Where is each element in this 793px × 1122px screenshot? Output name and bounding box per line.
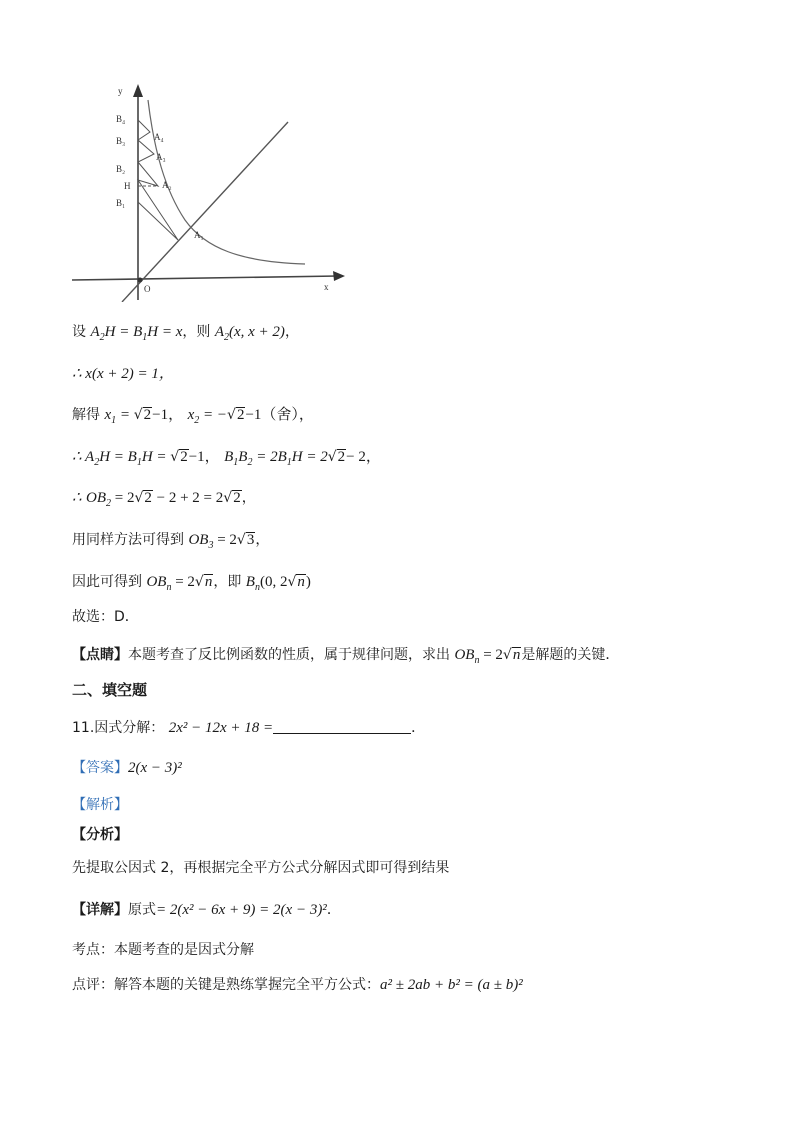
origin-point <box>138 278 143 283</box>
line-y-equals-x <box>122 122 288 302</box>
question-11: 11.因式分解： 2x² − 12x + 18 = ． <box>72 720 426 736</box>
solution-line-9: 【点睛】本题考查了反比例函数的性质，属于规律问题，求出 $OB_n = 2√n$是解题的关键． <box>72 647 620 666</box>
solution-line-5: ∴ $OB_2 = 2√2 - 2 + 2 = 2√2$， <box>72 490 256 509</box>
label-a2: A₂ <box>162 180 172 190</box>
solution-line-8: 故选：D． <box>72 609 139 625</box>
detail-line: 【详解】原式= 2(x² − 6x + 9) = 2(x − 3)²． <box>72 902 341 918</box>
analysis-tag: 【解析】 <box>72 797 128 813</box>
label-h: H <box>124 181 131 191</box>
x-axis-arrow-icon <box>333 271 345 281</box>
answer-blank[interactable] <box>273 719 411 734</box>
solution-line-1: 设 $A_2H = B_1H = x$，则 $A_2(x$, x + 2)， <box>72 324 299 343</box>
fenxi-tag: 【分析】 <box>72 827 128 843</box>
label-b2: B₂ <box>116 164 126 174</box>
y-axis-arrow-icon <box>133 84 143 97</box>
kaodian-line: 考点：本题考查的是因式分解 <box>72 942 254 958</box>
answer-tag: 【答案】 <box>72 760 128 776</box>
label-b3: B₃ <box>116 136 126 146</box>
label-b4: B₄ <box>116 114 126 124</box>
fenxi-text: 先提取公因式 2，再根据完全平方公式分解因式即可得到结果 <box>72 860 450 876</box>
dianping-line: 点评：解答本题的关键是熟练掌握完全平方公式：a² ± 2ab + b² = (a ± b)² <box>72 977 523 993</box>
solution-line-3: 解得 $x_1 = √2-1$， $x_2 = -√2-1$（舍）， <box>72 407 314 426</box>
answer-line: 【答案】2(x − 3)² <box>72 760 182 776</box>
solution-line-6: 用同样方法可得到 $OB_3 = 2√3$， <box>72 532 270 551</box>
label-a4: A₄ <box>154 132 164 142</box>
y-axis-label: y <box>118 86 123 96</box>
label-a1: A₁ <box>194 230 204 240</box>
label-b1: B₁ <box>116 198 126 208</box>
origin-label: O <box>144 284 151 294</box>
solution-line-4: ∴ $A_2H = B_1H = √2-1$， $B_1B_2 = 2B_1H = 2√2- 2$， <box>72 449 381 468</box>
x-axis-label: x <box>324 282 329 292</box>
section-heading: 二、填空题 <box>72 681 148 699</box>
solution-line-7: 因此可得到 $OB_n = 2√n$，即 $B_n(0$, 2√n) <box>72 574 311 593</box>
x-axis <box>72 276 338 280</box>
label-a3: A₃ <box>156 152 166 162</box>
graph-figure <box>70 80 350 302</box>
solution-line-2: ∴ x(x + 2) = 1， <box>72 366 174 382</box>
